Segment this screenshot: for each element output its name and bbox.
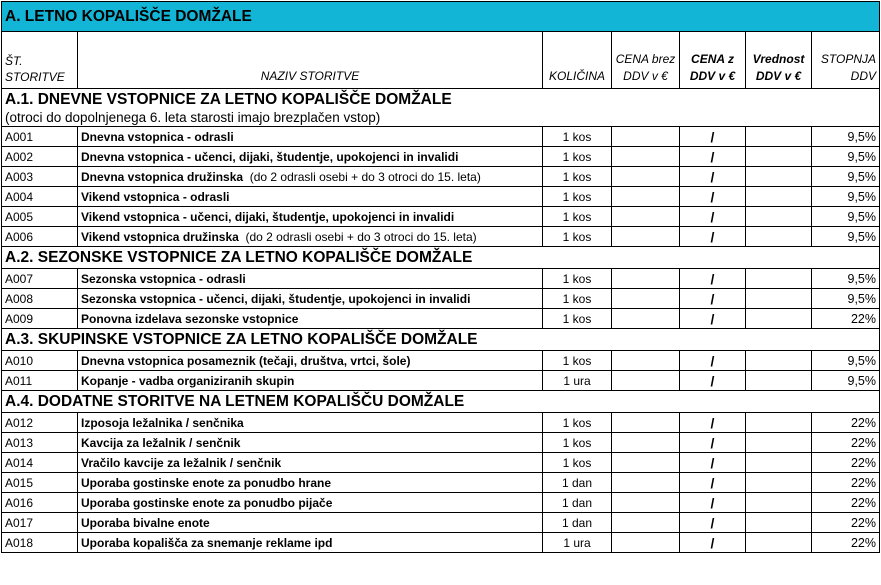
price-without-vat — [612, 513, 680, 533]
service-name — [78, 289, 543, 309]
price-without-vat — [612, 147, 680, 167]
quantity: 1 kos — [543, 207, 612, 227]
service-name — [78, 227, 543, 247]
table-row — [2, 167, 880, 187]
vat-rate: 22% — [812, 433, 880, 453]
section-title-row — [2, 89, 880, 111]
service-code: A010 — [2, 351, 78, 371]
price-with-vat: / — [680, 493, 746, 513]
quantity: 1 kos — [543, 147, 612, 167]
service-name-text: Dnevna vstopnica - odrasli — [81, 129, 234, 144]
price-with-vat: / — [680, 289, 746, 309]
price-with-vat: / — [680, 207, 746, 227]
service-name-text: Kopanje - vadba organiziranih skupin — [81, 373, 295, 388]
vat-value — [746, 227, 812, 247]
header-stopnja: STOPNJA DDV — [812, 32, 880, 89]
section-title-row — [2, 391, 880, 413]
service-name — [78, 351, 543, 371]
table-row — [2, 269, 880, 289]
table-row — [2, 309, 880, 329]
service-name-text: Kavcija za ležalnik / senčnik — [81, 435, 241, 450]
table-title: A. LETNO KOPALIŠČE DOMŽALE — [2, 2, 880, 32]
price-with-vat: / — [680, 187, 746, 207]
vat-rate: 9,5% — [812, 371, 880, 391]
service-name-extra: (do 2 odrasli osebi + do 3 otroci do 15. leta) — [243, 169, 481, 184]
vat-rate: 22% — [812, 473, 880, 493]
price-with-vat: / — [680, 309, 746, 329]
service-code: A015 — [2, 473, 78, 493]
service-name — [78, 269, 543, 289]
service-name-text: Dnevna vstopnica - učenci, dijaki, študentje, upokojenci in invalidi — [81, 149, 459, 164]
vat-value — [746, 289, 812, 309]
service-code: A006 — [2, 227, 78, 247]
vat-value — [746, 371, 812, 391]
service-name — [78, 167, 543, 187]
header-st-line2: STORITVE — [5, 70, 65, 84]
quantity: 1 kos — [543, 289, 612, 309]
section-title: A.3. SKUPINSKE VSTOPNICE ZA LETNO KOPALIŠČE DOMŽALE — [2, 329, 880, 351]
price-without-vat — [612, 207, 680, 227]
service-name — [78, 187, 543, 207]
vat-rate: 22% — [812, 533, 880, 553]
service-name — [78, 309, 543, 329]
header-vrednost: Vrednost DDV v € — [746, 32, 812, 89]
quantity: 1 kos — [543, 227, 612, 247]
quantity: 1 kos — [543, 453, 612, 473]
table-row — [2, 289, 880, 309]
service-code: A001 — [2, 127, 78, 147]
vat-value — [746, 167, 812, 187]
price-with-vat: / — [680, 227, 746, 247]
table-row — [2, 207, 880, 227]
quantity: 1 dan — [543, 473, 612, 493]
price-without-vat — [612, 289, 680, 309]
service-code: A016 — [2, 493, 78, 513]
vat-rate: 22% — [812, 493, 880, 513]
table-row — [2, 127, 880, 147]
table-title-row — [2, 2, 880, 32]
section-title: A.2. SEZONSKE VSTOPNICE ZA LETNO KOPALIŠČE DOMŽALE — [2, 247, 880, 269]
section-title-row — [2, 329, 880, 351]
vat-value — [746, 309, 812, 329]
price-with-vat: / — [680, 127, 746, 147]
table-row — [2, 473, 880, 493]
service-name-text: Uporaba kopališča za snemanje reklame ipd — [81, 535, 333, 550]
service-name — [78, 413, 543, 433]
header-kolicina: KOLIČINA — [543, 32, 612, 89]
table-row — [2, 533, 880, 553]
price-with-vat: / — [680, 167, 746, 187]
price-without-vat — [612, 227, 680, 247]
vat-rate: 9,5% — [812, 167, 880, 187]
vat-value — [746, 413, 812, 433]
price-with-vat: / — [680, 513, 746, 533]
price-with-vat: / — [680, 433, 746, 453]
service-name-text: Uporaba gostinske enote za ponudbo pijače — [81, 495, 333, 510]
quantity: 1 dan — [543, 493, 612, 513]
vat-value — [746, 187, 812, 207]
price-without-vat — [612, 309, 680, 329]
table-row — [2, 433, 880, 453]
vat-value — [746, 207, 812, 227]
quantity: 1 kos — [543, 309, 612, 329]
table-row — [2, 227, 880, 247]
header-cena-brez: CENA brez DDV v € — [612, 32, 680, 89]
vat-value — [746, 453, 812, 473]
service-name — [78, 371, 543, 391]
vat-rate: 9,5% — [812, 127, 880, 147]
quantity: 1 ura — [543, 533, 612, 553]
quantity: 1 dan — [543, 513, 612, 533]
quantity: 1 kos — [543, 351, 612, 371]
header-row — [2, 32, 880, 89]
service-name-text: Uporaba gostinske enote za ponudbo hrane — [81, 475, 332, 490]
price-without-vat — [612, 351, 680, 371]
table-row — [2, 413, 880, 433]
service-name-text: Uporaba bivalne enote — [81, 515, 210, 530]
service-code: A017 — [2, 513, 78, 533]
price-without-vat — [612, 187, 680, 207]
table-row — [2, 493, 880, 513]
service-code: A007 — [2, 269, 78, 289]
price-with-vat: / — [680, 473, 746, 493]
service-code: A018 — [2, 533, 78, 553]
vat-value — [746, 473, 812, 493]
service-code: A004 — [2, 187, 78, 207]
vat-value — [746, 127, 812, 147]
header-cena-z: CENA z DDV v € — [680, 32, 746, 89]
vat-rate: 9,5% — [812, 227, 880, 247]
price-table — [1, 1, 880, 553]
vat-rate: 9,5% — [812, 187, 880, 207]
quantity: 1 kos — [543, 269, 612, 289]
table-row — [2, 147, 880, 167]
section-title: A.1. DNEVNE VSTOPNICE ZA LETNO KOPALIŠČE DOMŽALE — [2, 89, 880, 111]
price-with-vat: / — [680, 453, 746, 473]
table-row — [2, 371, 880, 391]
price-without-vat — [612, 453, 680, 473]
header-naziv: NAZIV STORITVE — [78, 32, 543, 89]
section-note: (otroci do dopolnjenega 6. leta starosti imajo brezplačen vstop) — [2, 110, 880, 127]
service-name-text: Izposoja ležalnika / senčnika — [81, 415, 244, 430]
service-name-text: Vračilo kavcije za ležalnik / senčnik — [81, 455, 282, 470]
service-name-text: Vikend vstopnica - učenci, dijaki, študentje, upokojenci in invalidi — [81, 209, 455, 224]
vat-value — [746, 147, 812, 167]
price-with-vat: / — [680, 533, 746, 553]
price-without-vat — [612, 167, 680, 187]
vat-rate: 22% — [812, 309, 880, 329]
price-without-vat — [612, 473, 680, 493]
vat-rate: 9,5% — [812, 147, 880, 167]
price-without-vat — [612, 533, 680, 553]
price-with-vat: / — [680, 147, 746, 167]
quantity: 1 kos — [543, 167, 612, 187]
quantity: 1 kos — [543, 127, 612, 147]
service-code: A008 — [2, 289, 78, 309]
price-without-vat — [612, 433, 680, 453]
vat-value — [746, 533, 812, 553]
service-name — [78, 473, 543, 493]
service-name — [78, 127, 543, 147]
quantity: 1 ura — [543, 371, 612, 391]
service-name-text: Sezonska vstopnica - odrasli — [81, 271, 246, 286]
service-code: A014 — [2, 453, 78, 473]
price-with-vat: / — [680, 351, 746, 371]
price-without-vat — [612, 269, 680, 289]
service-code: A013 — [2, 433, 78, 453]
quantity: 1 kos — [543, 413, 612, 433]
section-title-row — [2, 247, 880, 269]
service-name-text: Dnevna vstopnica družinska — [81, 169, 244, 184]
vat-rate: 22% — [812, 513, 880, 533]
price-without-vat — [612, 493, 680, 513]
service-name-text: Sezonska vstopnica - učenci, dijaki, študentje, upokojenci in invalidi — [81, 291, 471, 306]
price-with-vat: / — [680, 413, 746, 433]
section-note-row — [2, 110, 880, 127]
service-code: A003 — [2, 167, 78, 187]
service-name-extra: (do 2 odrasli osebi + do 3 otroci do 15. leta) — [238, 229, 477, 244]
quantity: 1 kos — [543, 433, 612, 453]
service-name — [78, 207, 543, 227]
service-name — [78, 453, 543, 473]
price-without-vat — [612, 371, 680, 391]
table-row — [2, 453, 880, 473]
section-title: A.4. DODATNE STORITVE NA LETNEM KOPALIŠČU DOMŽALE — [2, 391, 880, 413]
vat-rate: 22% — [812, 413, 880, 433]
service-code: A012 — [2, 413, 78, 433]
service-name — [78, 513, 543, 533]
service-code: A011 — [2, 371, 78, 391]
header-st-storitve — [2, 32, 78, 89]
vat-value — [746, 269, 812, 289]
service-name-text: Vikend vstopnica - odrasli — [81, 189, 230, 204]
quantity: 1 kos — [543, 187, 612, 207]
vat-value — [746, 493, 812, 513]
service-name — [78, 533, 543, 553]
vat-value — [746, 433, 812, 453]
header-st-line1: ŠT. — [5, 54, 23, 68]
vat-rate: 9,5% — [812, 351, 880, 371]
vat-rate: 9,5% — [812, 269, 880, 289]
service-name — [78, 493, 543, 513]
service-name-text: Dnevna vstopnica posameznik (tečaji, društva, vrtci, šole) — [81, 353, 411, 368]
vat-rate: 9,5% — [812, 207, 880, 227]
vat-value — [746, 351, 812, 371]
vat-rate: 9,5% — [812, 289, 880, 309]
price-with-vat: / — [680, 269, 746, 289]
service-code: A002 — [2, 147, 78, 167]
price-with-vat: / — [680, 371, 746, 391]
service-name — [78, 433, 543, 453]
service-name-text: Vikend vstopnica družinska — [81, 229, 239, 244]
price-without-vat — [612, 413, 680, 433]
service-name-text: Ponovna izdelava sezonske vstopnice — [81, 311, 299, 326]
service-code: A009 — [2, 309, 78, 329]
service-name — [78, 147, 543, 167]
table-row — [2, 187, 880, 207]
vat-rate: 22% — [812, 453, 880, 473]
table-row — [2, 351, 880, 371]
service-code: A005 — [2, 207, 78, 227]
vat-value — [746, 513, 812, 533]
price-without-vat — [612, 127, 680, 147]
table-row — [2, 513, 880, 533]
